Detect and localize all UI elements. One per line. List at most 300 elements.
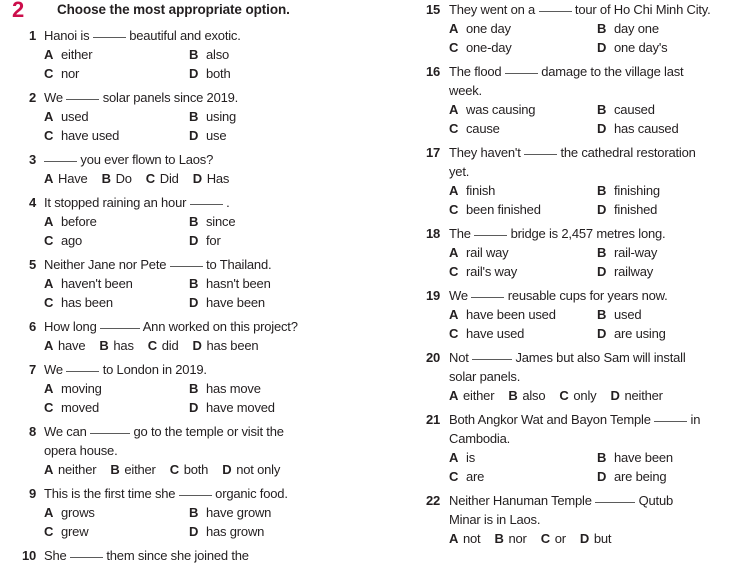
option-text: hasn't been bbox=[206, 276, 271, 291]
option-letter: D bbox=[597, 469, 607, 484]
option-d[interactable] bbox=[597, 324, 745, 343]
question-item bbox=[412, 143, 754, 219]
question-item bbox=[0, 422, 380, 479]
option-c[interactable] bbox=[44, 293, 189, 312]
option-letter: A bbox=[449, 183, 459, 198]
option-letter: B bbox=[189, 47, 199, 62]
option-letter: B bbox=[597, 450, 607, 465]
option-d[interactable] bbox=[597, 262, 745, 281]
option-row bbox=[0, 169, 380, 188]
option-text: either bbox=[124, 462, 156, 477]
stem-text-after: them since she joined the bbox=[102, 548, 249, 563]
option-text: Has bbox=[206, 171, 230, 186]
stem-text-after: Qutub bbox=[635, 493, 674, 508]
option-letter: D bbox=[610, 388, 620, 403]
option-letter: D bbox=[597, 202, 607, 217]
option-text: either bbox=[61, 47, 93, 62]
option-letter: B bbox=[508, 388, 518, 403]
option-letter: C bbox=[559, 388, 569, 403]
option-text: only bbox=[573, 388, 597, 403]
question-number: 17 bbox=[425, 145, 440, 160]
question-stem-row bbox=[412, 224, 754, 243]
question-item bbox=[0, 484, 380, 541]
option-text: railway bbox=[614, 264, 654, 279]
answer-blank[interactable] bbox=[472, 359, 512, 360]
option-b[interactable] bbox=[597, 19, 745, 38]
option-c[interactable] bbox=[449, 200, 597, 219]
option-a[interactable] bbox=[44, 503, 189, 522]
question-stem bbox=[44, 360, 380, 379]
option-row bbox=[412, 38, 754, 57]
question-number: 15 bbox=[425, 2, 440, 17]
question-number: 19 bbox=[425, 288, 440, 303]
option-d[interactable] bbox=[597, 467, 745, 486]
stem-text-before: We bbox=[449, 288, 472, 303]
option-letter: A bbox=[449, 450, 459, 465]
stem-text-after: beautiful and exotic. bbox=[125, 28, 241, 43]
option-text: rail way bbox=[466, 245, 509, 260]
option-d[interactable] bbox=[189, 231, 334, 250]
option-text: or bbox=[554, 531, 566, 546]
option-text: use bbox=[206, 128, 227, 143]
option-d[interactable] bbox=[580, 529, 611, 548]
question-stem-continuation bbox=[412, 429, 754, 448]
question-stem bbox=[44, 26, 380, 45]
option-letter: A bbox=[449, 531, 459, 546]
option-letter: C bbox=[44, 400, 54, 415]
question-number: 5 bbox=[28, 257, 36, 272]
option-letter: D bbox=[597, 121, 607, 136]
option-letter: D bbox=[192, 338, 202, 353]
option-letter: B bbox=[189, 214, 199, 229]
stem-text-before: They haven't bbox=[449, 145, 525, 160]
option-d[interactable] bbox=[222, 460, 280, 479]
option-b[interactable] bbox=[597, 448, 745, 467]
stem-text-before: They went on a bbox=[449, 2, 539, 17]
question-stem-row bbox=[0, 360, 380, 379]
option-letter: A bbox=[44, 171, 54, 186]
option-text: nor bbox=[508, 531, 527, 546]
exercise-header bbox=[0, 0, 380, 26]
option-d[interactable] bbox=[193, 169, 230, 188]
option-letter: B bbox=[597, 21, 607, 36]
stem-text-before: We can bbox=[44, 424, 91, 439]
question-stem bbox=[44, 422, 380, 441]
option-text: has bbox=[113, 338, 134, 353]
option-row bbox=[412, 262, 754, 281]
answer-blank[interactable] bbox=[93, 37, 126, 38]
option-row bbox=[412, 100, 754, 119]
option-text: used bbox=[614, 307, 642, 322]
question-number: 16 bbox=[425, 64, 440, 79]
option-d[interactable] bbox=[189, 126, 334, 145]
answer-blank[interactable] bbox=[471, 297, 504, 298]
option-a[interactable] bbox=[44, 169, 88, 188]
question-number: 3 bbox=[28, 152, 36, 167]
option-c[interactable] bbox=[449, 262, 597, 281]
answer-blank[interactable] bbox=[524, 154, 557, 155]
option-letter: B bbox=[597, 245, 607, 260]
exercise-instruction: Choose the most appropriate option. bbox=[57, 2, 290, 17]
option-text: has been bbox=[61, 295, 113, 310]
option-row bbox=[412, 119, 754, 138]
option-a[interactable] bbox=[449, 386, 494, 405]
option-c[interactable] bbox=[449, 38, 597, 57]
stem-continuation-text: yet. bbox=[449, 164, 470, 179]
question-item bbox=[412, 224, 754, 281]
option-text: was causing bbox=[466, 102, 536, 117]
answer-blank[interactable] bbox=[190, 204, 223, 205]
option-row bbox=[0, 126, 380, 145]
option-c[interactable] bbox=[170, 460, 209, 479]
answer-blank[interactable] bbox=[170, 266, 203, 267]
option-letter: A bbox=[44, 47, 54, 62]
option-text: are being bbox=[614, 469, 667, 484]
exercise-number: 2 bbox=[12, 0, 24, 22]
answer-blank[interactable] bbox=[474, 235, 507, 236]
question-number: 6 bbox=[28, 319, 36, 334]
option-b[interactable] bbox=[494, 529, 526, 548]
question-item bbox=[412, 286, 754, 343]
option-letter: D bbox=[189, 400, 199, 415]
option-b[interactable] bbox=[597, 100, 745, 119]
stem-text-before: We bbox=[44, 90, 67, 105]
stem-text-before: Hanoi is bbox=[44, 28, 93, 43]
option-letter: A bbox=[449, 245, 459, 260]
option-text: haven't been bbox=[61, 276, 133, 291]
option-letter: D bbox=[189, 66, 199, 81]
answer-blank[interactable] bbox=[179, 495, 212, 496]
option-text: have moved bbox=[206, 400, 275, 415]
option-a[interactable] bbox=[44, 379, 189, 398]
question-number: 18 bbox=[425, 226, 440, 241]
option-text: have been bbox=[614, 450, 673, 465]
question-number: 8 bbox=[28, 424, 36, 439]
option-b[interactable] bbox=[189, 503, 334, 522]
option-row bbox=[412, 243, 754, 262]
option-a[interactable] bbox=[449, 181, 597, 200]
option-c[interactable] bbox=[559, 386, 596, 405]
question-stem bbox=[449, 286, 754, 305]
question-stem-continuation bbox=[412, 510, 754, 529]
stem-text-after: reusable cups for years now. bbox=[504, 288, 668, 303]
option-a[interactable] bbox=[449, 19, 597, 38]
option-row bbox=[0, 293, 380, 312]
question-stem bbox=[44, 255, 380, 274]
answer-blank[interactable] bbox=[505, 73, 538, 74]
question-stem-row bbox=[0, 150, 380, 169]
question-stem bbox=[44, 317, 380, 336]
stem-continuation-text: Cambodia. bbox=[449, 431, 511, 446]
option-letter: A bbox=[449, 388, 459, 403]
option-a[interactable] bbox=[44, 45, 189, 64]
question-stem bbox=[44, 193, 380, 212]
question-item bbox=[0, 255, 380, 312]
option-row bbox=[0, 107, 380, 126]
option-d[interactable] bbox=[189, 293, 334, 312]
option-b[interactable] bbox=[99, 336, 133, 355]
option-row bbox=[412, 386, 754, 405]
option-text: but bbox=[593, 531, 612, 546]
question-list-right bbox=[412, 0, 754, 548]
option-c[interactable] bbox=[44, 126, 189, 145]
stem-text-before: She bbox=[44, 548, 70, 563]
question-stem bbox=[44, 88, 380, 107]
question-stem-row bbox=[0, 88, 380, 107]
question-stem-row bbox=[412, 0, 754, 19]
option-letter: B bbox=[597, 307, 607, 322]
question-stem-continuation bbox=[412, 81, 754, 100]
question-stem-continuation bbox=[0, 441, 380, 460]
question-stem-continuation bbox=[412, 367, 754, 386]
option-letter: A bbox=[44, 505, 54, 520]
option-a[interactable] bbox=[44, 107, 189, 126]
option-text: either bbox=[463, 388, 495, 403]
option-letter: A bbox=[449, 102, 459, 117]
option-letter: A bbox=[44, 462, 54, 477]
option-text: finish bbox=[466, 183, 496, 198]
answer-blank[interactable] bbox=[66, 99, 99, 100]
option-row bbox=[0, 45, 380, 64]
answer-blank[interactable] bbox=[595, 502, 635, 503]
option-text: both bbox=[183, 462, 209, 477]
answer-blank[interactable] bbox=[654, 421, 687, 422]
question-stem-row bbox=[0, 193, 380, 212]
option-row bbox=[0, 336, 380, 355]
option-letter: B bbox=[110, 462, 120, 477]
option-d[interactable] bbox=[610, 386, 662, 405]
option-letter: A bbox=[44, 381, 54, 396]
question-item bbox=[412, 348, 754, 405]
question-list-left bbox=[0, 26, 380, 565]
question-stem-row bbox=[412, 143, 754, 162]
option-letter: A bbox=[44, 214, 54, 229]
question-number: 10 bbox=[21, 548, 36, 563]
option-d[interactable] bbox=[597, 38, 745, 57]
question-stem bbox=[449, 0, 754, 19]
option-b[interactable] bbox=[189, 107, 334, 126]
question-stem-row bbox=[0, 26, 380, 45]
stem-text-after: to Thailand. bbox=[202, 257, 272, 272]
option-letter: A bbox=[44, 338, 54, 353]
option-c[interactable] bbox=[146, 169, 179, 188]
option-text: also bbox=[522, 388, 546, 403]
stem-continuation-text: solar panels. bbox=[449, 369, 521, 384]
question-stem bbox=[449, 410, 754, 429]
option-b[interactable] bbox=[597, 243, 745, 262]
question-stem-row bbox=[0, 317, 380, 336]
option-letter: D bbox=[597, 40, 607, 55]
option-text: rail's way bbox=[466, 264, 518, 279]
stem-text-before: The flood bbox=[449, 64, 505, 79]
option-text: before bbox=[61, 214, 97, 229]
option-text: has grown bbox=[206, 524, 265, 539]
option-letter: B bbox=[101, 171, 111, 186]
option-text: cause bbox=[466, 121, 500, 136]
stem-text-after: damage to the village last bbox=[537, 64, 684, 79]
option-b[interactable] bbox=[597, 305, 745, 324]
stem-text-after: organic food. bbox=[211, 486, 288, 501]
answer-blank[interactable] bbox=[66, 371, 99, 372]
option-text: used bbox=[61, 109, 89, 124]
option-c[interactable] bbox=[541, 529, 566, 548]
option-text: finishing bbox=[614, 183, 660, 198]
option-letter: B bbox=[494, 531, 504, 546]
option-row bbox=[412, 467, 754, 486]
option-d[interactable] bbox=[189, 64, 334, 83]
option-a[interactable] bbox=[449, 448, 597, 467]
option-letter: D bbox=[189, 295, 199, 310]
option-a[interactable] bbox=[449, 305, 597, 324]
answer-blank[interactable] bbox=[70, 557, 103, 558]
option-letter: B bbox=[189, 505, 199, 520]
option-letter: B bbox=[99, 338, 109, 353]
option-a[interactable] bbox=[44, 460, 96, 479]
option-text: are using bbox=[614, 326, 666, 341]
option-a[interactable] bbox=[449, 100, 597, 119]
question-item bbox=[412, 410, 754, 486]
option-c[interactable] bbox=[449, 324, 597, 343]
option-c[interactable] bbox=[449, 119, 597, 138]
option-letter: C bbox=[44, 524, 54, 539]
option-c[interactable] bbox=[148, 336, 179, 355]
option-text: nor bbox=[61, 66, 80, 81]
question-number: 21 bbox=[425, 412, 440, 427]
option-b[interactable] bbox=[508, 386, 545, 405]
question-number: 20 bbox=[425, 350, 440, 365]
stem-text-after: in bbox=[687, 412, 701, 427]
question-stem-row bbox=[0, 546, 380, 565]
option-row bbox=[412, 181, 754, 200]
stem-continuation-text: week. bbox=[449, 83, 482, 98]
option-text: have been bbox=[206, 295, 265, 310]
option-c[interactable] bbox=[44, 398, 189, 417]
question-number: 4 bbox=[28, 195, 36, 210]
question-number: 22 bbox=[425, 493, 440, 508]
stem-text-before: Neither Hanuman Temple bbox=[449, 493, 596, 508]
question-number: 1 bbox=[28, 28, 36, 43]
stem-continuation-text: Minar is in Laos. bbox=[449, 512, 541, 527]
option-a[interactable] bbox=[449, 529, 480, 548]
question-stem bbox=[44, 484, 380, 503]
answer-blank[interactable] bbox=[44, 161, 77, 162]
option-letter: C bbox=[540, 531, 550, 546]
option-c[interactable] bbox=[449, 467, 597, 486]
question-stem-continuation bbox=[412, 162, 754, 181]
question-number: 2 bbox=[28, 90, 36, 105]
option-b[interactable] bbox=[189, 45, 334, 64]
option-text: not only bbox=[236, 462, 281, 477]
option-text: for bbox=[206, 233, 221, 248]
stem-text-after: . bbox=[222, 195, 230, 210]
option-text: day one bbox=[614, 21, 659, 36]
option-row bbox=[412, 305, 754, 324]
option-letter: C bbox=[44, 295, 54, 310]
option-d[interactable] bbox=[193, 336, 259, 355]
option-text: has been bbox=[206, 338, 259, 353]
option-text: neither bbox=[58, 462, 97, 477]
stem-text-before: This is the first time she bbox=[44, 486, 179, 501]
option-b[interactable] bbox=[189, 212, 334, 231]
option-b[interactable] bbox=[597, 181, 745, 200]
option-row bbox=[412, 200, 754, 219]
question-item bbox=[412, 62, 754, 138]
option-row bbox=[0, 231, 380, 250]
stem-text-before: Not bbox=[449, 350, 473, 365]
option-text: moved bbox=[61, 400, 100, 415]
option-text: did bbox=[161, 338, 179, 353]
option-row bbox=[0, 503, 380, 522]
option-row bbox=[0, 379, 380, 398]
option-letter: B bbox=[597, 183, 607, 198]
option-b[interactable] bbox=[189, 379, 334, 398]
answer-blank[interactable] bbox=[90, 433, 130, 434]
option-a[interactable] bbox=[44, 212, 189, 231]
option-letter: D bbox=[192, 171, 202, 186]
option-a[interactable] bbox=[449, 243, 597, 262]
option-row bbox=[0, 460, 380, 479]
question-stem bbox=[44, 150, 380, 169]
option-a[interactable] bbox=[44, 336, 85, 355]
option-text: have been used bbox=[466, 307, 556, 322]
option-letter: B bbox=[189, 109, 199, 124]
option-d[interactable] bbox=[189, 398, 334, 417]
question-stem-row bbox=[412, 62, 754, 81]
option-text: have used bbox=[466, 326, 525, 341]
answer-blank[interactable] bbox=[539, 11, 572, 12]
option-text: have used bbox=[61, 128, 120, 143]
option-c[interactable] bbox=[44, 64, 189, 83]
option-text: has caused bbox=[614, 121, 679, 136]
option-d[interactable] bbox=[597, 119, 745, 138]
option-letter: C bbox=[44, 66, 54, 81]
option-b[interactable] bbox=[189, 274, 334, 293]
option-text: rail-way bbox=[614, 245, 658, 260]
question-stem bbox=[449, 62, 754, 81]
option-d[interactable] bbox=[597, 200, 745, 219]
option-letter: C bbox=[449, 202, 459, 217]
option-c[interactable] bbox=[44, 231, 189, 250]
question-item bbox=[0, 360, 380, 417]
option-text: has move bbox=[206, 381, 261, 396]
stem-text-after: to London in 2019. bbox=[99, 362, 207, 377]
option-text: both bbox=[206, 66, 231, 81]
option-row bbox=[0, 398, 380, 417]
question-stem bbox=[449, 348, 754, 367]
option-d[interactable] bbox=[189, 522, 334, 541]
question-stem-row bbox=[412, 410, 754, 429]
option-row bbox=[412, 448, 754, 467]
stem-text-before: The bbox=[449, 226, 475, 241]
option-text: using bbox=[206, 109, 237, 124]
option-row bbox=[412, 529, 754, 548]
stem-text-before: It stopped raining an hour bbox=[44, 195, 190, 210]
option-text: also bbox=[206, 47, 230, 62]
option-letter: D bbox=[189, 524, 199, 539]
answer-blank[interactable] bbox=[100, 328, 140, 329]
option-letter: D bbox=[189, 128, 199, 143]
stem-text-after: tour of Ho Chi Minh City. bbox=[571, 2, 711, 17]
option-row bbox=[0, 64, 380, 83]
question-item bbox=[412, 0, 754, 57]
option-text: have grown bbox=[206, 505, 272, 520]
option-b[interactable] bbox=[102, 169, 132, 188]
stem-text-after: James but also Sam will install bbox=[512, 350, 686, 365]
option-text: are bbox=[466, 469, 485, 484]
option-b[interactable] bbox=[110, 460, 155, 479]
option-a[interactable] bbox=[44, 274, 189, 293]
option-c[interactable] bbox=[44, 522, 189, 541]
